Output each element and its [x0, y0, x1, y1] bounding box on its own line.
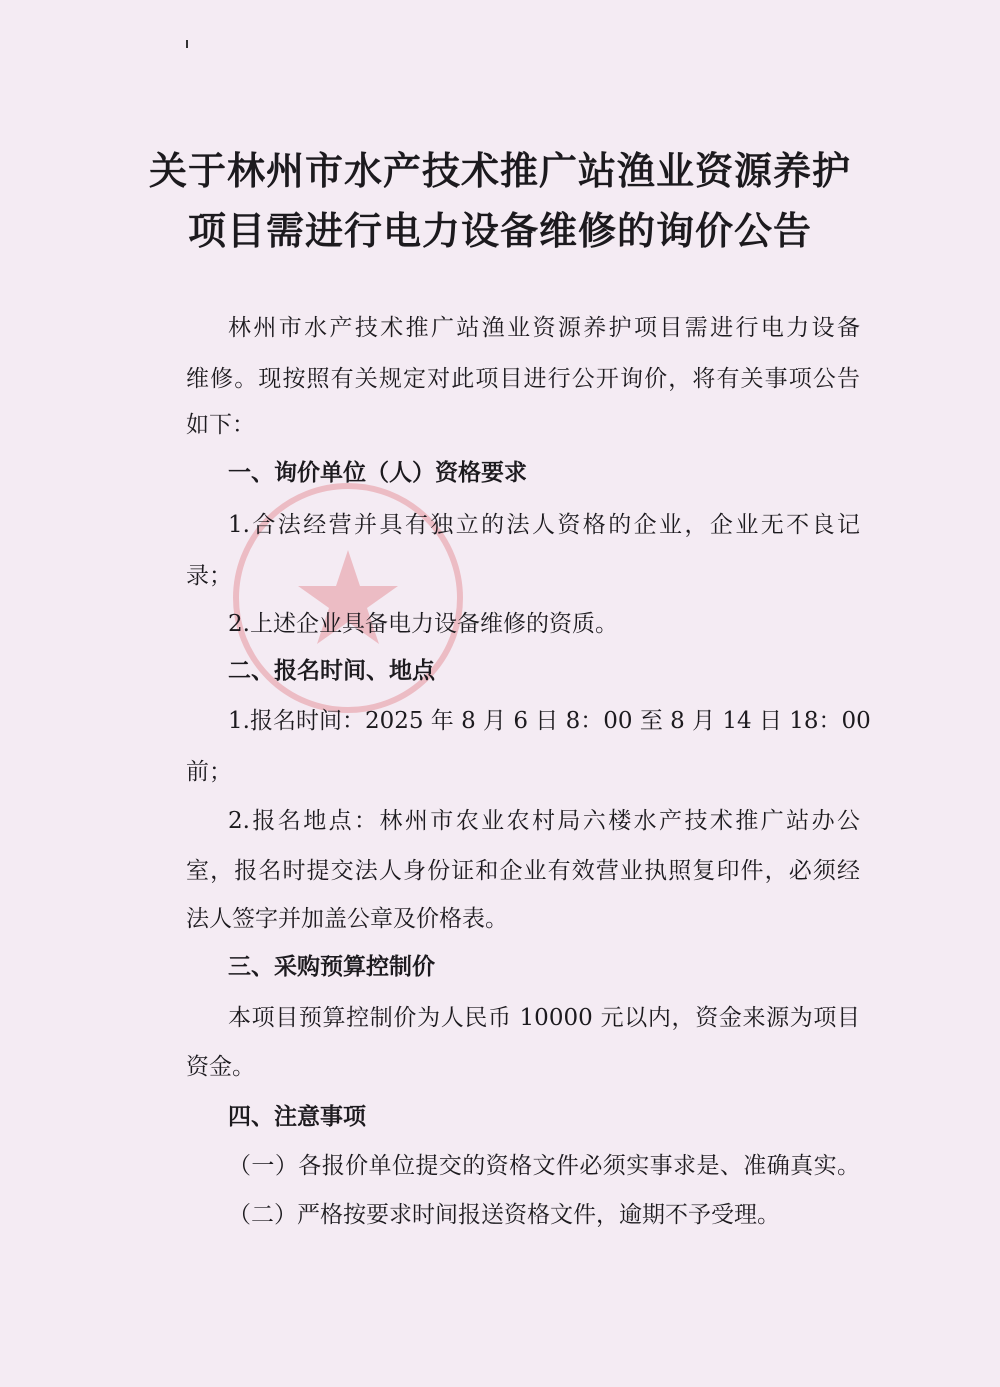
- section-1-item-2: 2.上述企业具备电力设备维修的资质。: [228, 611, 618, 637]
- section-2-item-2-line-2: 室，报名时提交法人身份证和企业有效营业执照复印件，必须经: [186, 858, 860, 884]
- section-2-item-1-line-2: 前；: [186, 759, 232, 785]
- section-2-heading: 二、报名时间、地点: [228, 658, 435, 684]
- section-3-body-line-2: 资金。: [186, 1054, 255, 1080]
- section-2-item-2-line-1: 2.报名地点：林州市农业农村局六楼水产技术推广站办公: [228, 808, 860, 834]
- section-3-body-line-1: 本项目预算控制价为人民币 10000 元以内，资金来源为项目: [228, 1005, 860, 1031]
- intro-line-1: 林州市水产技术推广站渔业资源养护项目需进行电力设备: [228, 315, 860, 341]
- section-3-heading: 三、采购预算控制价: [228, 954, 435, 980]
- section-2-item-1-line-1: 1.报名时间：2025 年 8 月 6 日 8：00 至 8 月 14 日 18：00: [228, 708, 871, 734]
- section-4-item-2: （二）严格按要求时间报送资格文件，逾期不予受理。: [228, 1202, 780, 1228]
- section-1-item-1-line-2: 录；: [186, 563, 232, 589]
- scan-mark: [186, 40, 188, 48]
- intro-line-2: 维修。现按照有关规定对此项目进行公开询价，将有关事项公告: [186, 366, 860, 392]
- section-4-heading: 四、注意事项: [228, 1104, 366, 1130]
- section-1-item-1-line-1: 1.合法经营并具有独立的法人资格的企业，企业无不良记: [228, 512, 860, 538]
- intro-line-3: 如下：: [186, 412, 255, 438]
- section-1-heading: 一、询价单位（人）资格要求: [228, 460, 527, 486]
- title-line-2: 项目需进行电力设备维修的询价公告: [187, 209, 812, 253]
- section-4-item-1: （一）各报价单位提交的资格文件必须实事求是、准确真实。: [228, 1153, 860, 1179]
- title-line-1: 关于林州市水产技术推广站渔业资源养护: [148, 149, 851, 193]
- section-2-item-2-line-3: 法人签字并加盖公章及价格表。: [186, 906, 508, 932]
